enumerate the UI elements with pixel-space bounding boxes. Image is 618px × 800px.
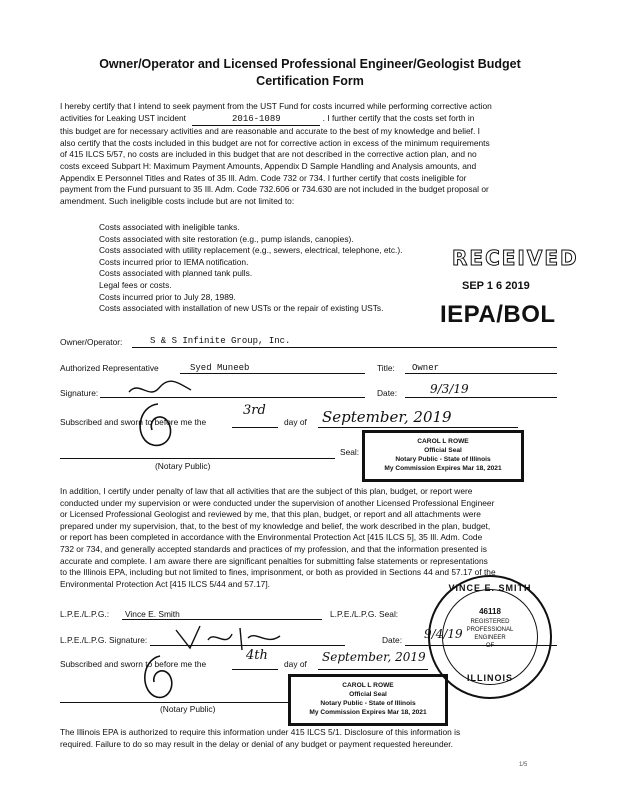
pe-seal [428, 575, 552, 699]
intro-line: costs exceed Subpart H: Maximum Payment Amounts, Appendix D Sample Handling and Analysis amounts, and [60, 160, 477, 171]
received-stamp-date: SEP 1 6 2019 [462, 280, 530, 292]
intro-line: this budget are for necessary activities and are reasonable and accurate to the best of my knowledge and belief. I [60, 126, 480, 137]
footer-paragraph [60, 727, 560, 750]
lpe-signature-label: L.P.E./L.P.G. Signature: [60, 635, 148, 645]
notary-stamp-line: Notary Public - State of Illinois [395, 456, 491, 463]
pe-seal-line: ENGINEER [474, 635, 506, 641]
intro-line: payment from the Fund pursuant to 35 Ill. Adm. Code 732.606 or 734.630 are not included in the budget proposal or [60, 184, 489, 195]
lpe-month-year-value[interactable]: September, 2019 [322, 650, 426, 664]
certification-line: accurate and complete. I am aware there are significant penalties for submitting false statements or representations [60, 555, 488, 566]
footer-line: required. Failure to do so may result in the delay or denial of any budget or payment requested hereunder. [60, 738, 453, 749]
certification-line: or report has been completed in accordance with the Environmental Protection Act [415 ILCS 5], 35 Ill. Adm. Code [60, 532, 483, 543]
intro-line: Appendix E Personnel Titles and Rates of 35 Ill. Adm. Code 732 or 734. I further certify that costs ineligible for [60, 172, 467, 183]
owner-operator-label: Owner/Operator: [60, 337, 123, 347]
lpe-day-of-text: day of [284, 659, 307, 669]
owner-operator-value[interactable]: S & S Infinite Group, Inc. [150, 336, 291, 346]
pe-seal-text [430, 618, 550, 650]
lpe-notary-label: (Notary Public) [160, 704, 216, 714]
footer-line: The Illinois EPA is authorized to require this information under 415 ILCS 5/1. Disclosure of this information is [60, 727, 461, 737]
certification-line: or Licensed Professional Geologist and reviewed by me, that this plan, budget, or report and all attachments were [60, 509, 481, 520]
notary-stamp-line: Notary Public - State of Illinois [320, 700, 416, 707]
owner-day-line [232, 427, 278, 428]
owner-month-year-value[interactable]: September, 2019 [322, 408, 452, 426]
lpe-name-value[interactable]: Vince E. Smith [125, 609, 180, 619]
owner-operator-line [132, 347, 557, 348]
lpe-day-value[interactable]: 4th [246, 648, 268, 663]
owner-sworn-text: Subscribed and sworn to before me the [60, 417, 207, 427]
authorized-representative-label: Authorized Representative [60, 363, 159, 373]
lpe-month-line [318, 669, 428, 670]
pe-seal-number: 46118 [479, 607, 501, 616]
lpe-seal-label: L.P.E./L.P.G. Seal: [330, 609, 399, 619]
lpe-notary-line [60, 702, 300, 703]
title-value[interactable]: Owner [412, 363, 440, 373]
owner-date-value[interactable]: 9/3/19 [430, 382, 469, 396]
lpe-notary-stamp [288, 674, 448, 726]
intro-line: also certify that the costs included in this budget are not for corrective action in excess of the minimum requirements [60, 137, 490, 148]
title-line [405, 373, 557, 374]
owner-month-line [318, 427, 518, 428]
pe-seal-line: OF [485, 643, 495, 649]
certification-line: 732 or 734, and generally accepted standards and practices of my profession, and that the information presented is [60, 543, 487, 554]
lpe-sworn-text: Subscribed and sworn to before me the [60, 659, 207, 669]
title-label: Title: [377, 363, 395, 373]
form-title [40, 56, 580, 90]
signature-label: Signature: [60, 388, 99, 398]
owner-day-value[interactable]: 3rd [243, 403, 266, 418]
list-item: Costs associated with utility replacement (e.g., sewers, electrical, telephone, etc.). [99, 245, 403, 256]
certification-line: prepared under my supervision, that, to the best of my knowledge and belief, the work described in the plan, budget, [60, 520, 491, 531]
pe-seal-line: PROFESSIONAL [466, 627, 514, 633]
list-item: Costs associated with planned tank pulls. [99, 268, 253, 279]
intro-line: of 415 ILCS 5/57, no costs are included in this budget that are not described in the corrective action plan, and no [60, 149, 477, 160]
certification-line: Environmental Protection Act [415 ILCS 5/44 and 57.17]. [60, 578, 270, 589]
notary-signature-scribble [128, 396, 198, 456]
pe-seal-line: REGISTERED [470, 619, 510, 625]
owner-notary-label: (Notary Public) [155, 461, 211, 471]
owner-seal-label: Seal: [340, 447, 360, 457]
certification-line: conducted under my supervision or were conducted under the supervision of another Licensed Professional Engineer [60, 497, 495, 508]
intro-line: I hereby certify that I intend to seek payment from the UST Fund for costs incurred while performing corrective action [60, 101, 492, 111]
lpe-name-label: L.P.E./L.P.G.: [60, 609, 110, 619]
page-mark: 1/5 [519, 762, 528, 768]
lpe-date-value[interactable]: 9/4/19 [424, 627, 463, 641]
received-stamp-word: RECEIVED [452, 246, 579, 270]
certification-line: In addition, I certify under penalty of law that all activities that are the subject of this plan, budget, or report were [60, 486, 473, 496]
notary-stamp-name: CAROL L ROWE [417, 438, 469, 445]
owner-day-of-text: day of [284, 417, 307, 427]
list-item: Costs associated with installation of new USTs or the repair of existing USTs. [99, 303, 384, 314]
ineligible-costs-list [99, 222, 403, 315]
incident-number-field [192, 113, 320, 127]
pe-seal-state: ILLINOIS [467, 673, 513, 683]
owner-date-label: Date: [377, 388, 398, 398]
lpe-date-label: Date: [382, 635, 403, 645]
intro-incident-label: activities for Leaking UST incident [60, 112, 186, 123]
notary-stamp-line: Official Seal [349, 691, 387, 698]
pe-seal-name: VINCE E. SMITH [448, 583, 532, 593]
notary-stamp-line: My Commission Expires Mar 18, 2021 [384, 465, 502, 472]
notary-stamp-name: CAROL L ROWE [342, 682, 394, 689]
notary-stamp-line: Official Seal [424, 447, 462, 454]
lpe-notary-signature-scribble [132, 650, 192, 708]
list-item: Legal fees or costs. [99, 279, 172, 290]
authorized-representative-value[interactable]: Syed Muneeb [190, 363, 250, 373]
form-title-line-2: Certification Form [256, 74, 364, 88]
list-item: Costs incurred prior to July 28, 1989. [99, 291, 236, 302]
intro-incident-line [60, 113, 560, 127]
owner-notary-line [60, 458, 335, 459]
lpe-day-line [232, 669, 278, 670]
list-item: Costs associated with ineligible tanks. [99, 222, 240, 232]
intro-line: amendment. Such ineligible costs include but are not limited to: [60, 195, 295, 206]
received-stamp-agency: IEPA/BOL [440, 301, 556, 328]
owner-date-line [405, 397, 557, 398]
certification-line: to the Illinois EPA, including but not limited to fines, imprisonment, or both as provided in Sections 44 and 57.17 of the [60, 567, 496, 578]
notary-stamp [362, 430, 524, 482]
list-item: Costs incurred prior to IEMA notification. [99, 256, 249, 267]
notary-stamp-line: My Commission Expires Mar 18, 2021 [309, 709, 427, 716]
incident-number-value: 2016-1089 [232, 113, 281, 124]
form-title-line-1: Owner/Operator and Licensed Professional Engineer/Geologist Budget [99, 57, 521, 71]
intro-paragraph [60, 101, 560, 207]
authorized-representative-line [180, 373, 365, 374]
list-item: Costs associated with site restoration (e.g., pump islands, canopies). [99, 233, 354, 244]
intro-incident-tail: . I further certify that the costs set forth in [322, 112, 475, 123]
